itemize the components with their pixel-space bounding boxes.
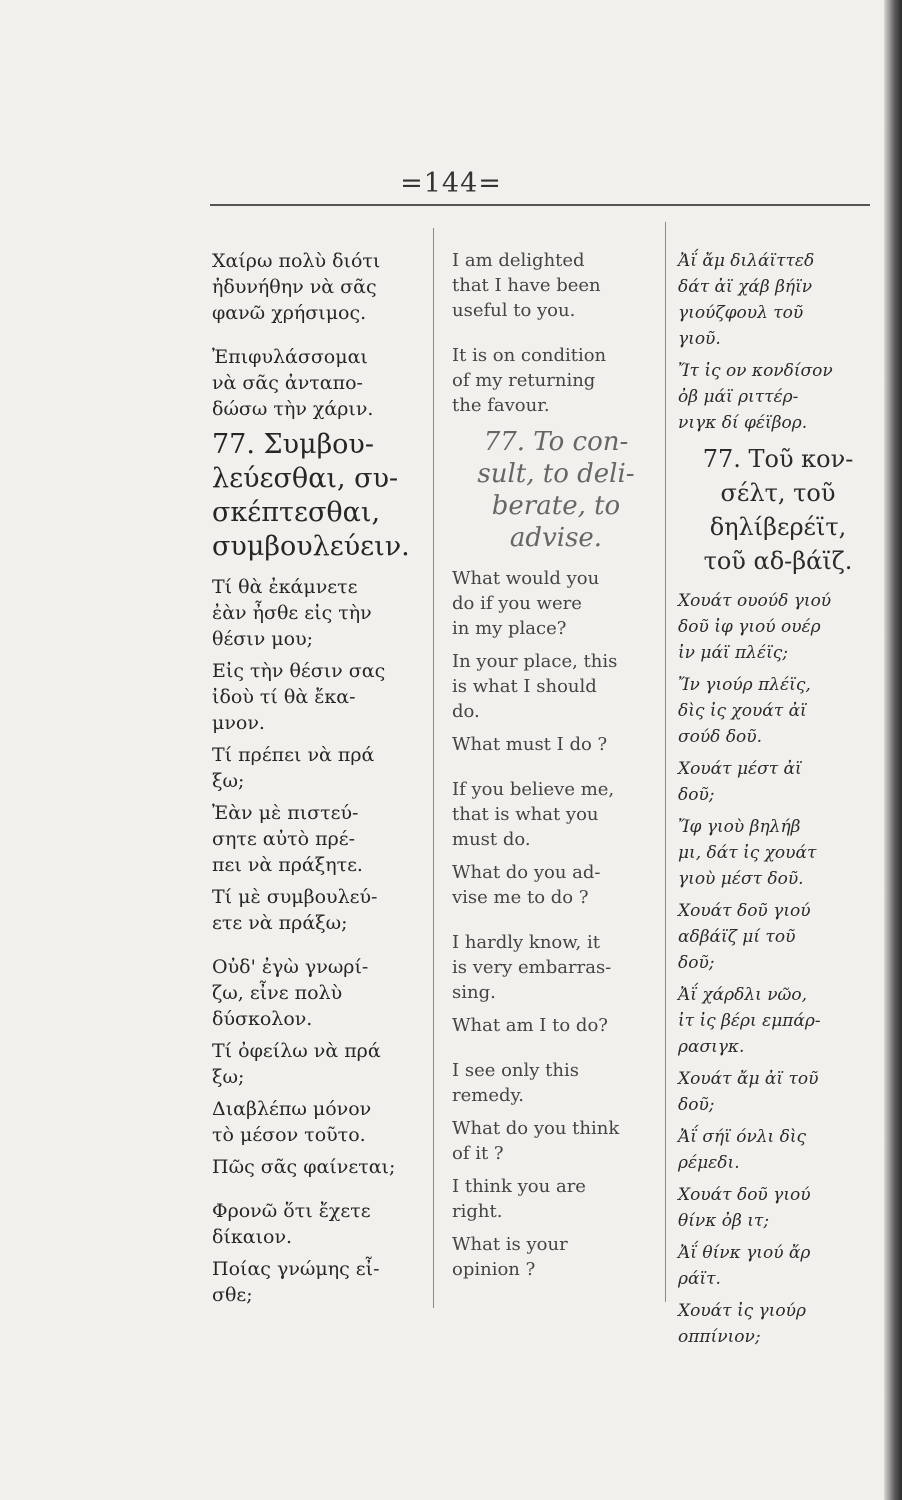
- transliteration-phrase: Χουάτ μέστ ἀϊ δοῦ;: [678, 759, 802, 805]
- transliteration-phrase: Χουάτ δοῦ γιού αδβάϊζ μί τοῦ δοῦ;: [678, 901, 811, 973]
- greek-phrase: Ποίας γνώμης εἶ- σθε;: [212, 1258, 380, 1306]
- english-phrase: What is your opinion ?: [452, 1234, 568, 1280]
- transliteration-phrase: Ἀΐ θίνκ γιού ἄρ ράϊτ.: [678, 1243, 811, 1289]
- greek-phrase: Ἐπιφυλάσσομαι νὰ σᾶς ἀνταπο- δώσω τὴν χάριν.: [212, 346, 374, 420]
- english-phrase: I hardly know, it is very embarras- sing.: [452, 932, 612, 1003]
- english-phrase: What do you ad- vise me to do ?: [452, 862, 601, 908]
- greek-phrase: Χαίρω πολὺ διότι ἠδυνήθην νὰ σᾶς φανῶ χρήσιμος.: [212, 250, 381, 324]
- greek-phrase: Οὐδ' ἐγὼ γνωρί- ζω, εἶνε πολὺ δύσκολον.: [212, 956, 369, 1030]
- greek-section-heading: 77. Συμβου- λεύεσθαι, συ- σκέπτεσθαι, συμβουλεύειν.: [212, 429, 410, 562]
- transliteration-phrase: Ἀΐ χάρδλι νῶο, ἰτ ἰς βέρι εμπάρ- ρασιγκ.: [678, 985, 821, 1057]
- greek-phrase: Τί θὰ ἐκάμνετε ἐὰν ἦσθε εἰς τὴν θέσιν μου;: [212, 576, 372, 650]
- transliteration-phrase: Χουάτ δοῦ γιού θίνκ ὀβ ιτ;: [678, 1185, 811, 1231]
- greek-phrase: Εἰς τὴν θέσιν σας ἰδοὺ τί θὰ ἔκα- μνον.: [212, 660, 386, 734]
- english-phrase: If you believe me, that is what you must do.: [452, 779, 615, 850]
- transliteration-phrase: Ἴν γιούρ πλέϊς, δὶς ἰς χουάτ ἀϊ σούδ δοῦ.: [678, 675, 811, 747]
- greek-phrase: Τί ὀφείλω νὰ πρά ξω;: [212, 1040, 381, 1088]
- english-phrase: What would you do if you were in my place?: [452, 568, 600, 639]
- english-phrase: I am delighted that I have been useful to you.: [452, 250, 601, 321]
- transliteration-phrase: Ἴτ ἰς ον κονδίσον ὀβ μάϊ ριττέρ- νιγκ δί φέϊβορ.: [678, 361, 833, 433]
- greek-phrase: Πῶς σᾶς φαίνεται;: [212, 1156, 396, 1178]
- english-phrase: In your place, this is what I should do.: [452, 651, 618, 722]
- transliteration-phrase: Ἀΐ σήϊ όνλι δὶς ρέμεδι.: [678, 1127, 807, 1173]
- greek-phrase: Τί μὲ συμβουλεύ- ετε νὰ πράξω;: [212, 886, 378, 934]
- english-section-heading: 77. To con- sult, to deli- berate, to advise.: [477, 427, 635, 553]
- english-phrase: It is on condition of my returning the favour.: [452, 345, 607, 416]
- greek-phrase: Φρονῶ ὅτι ἔχετε δίκαιον.: [212, 1200, 371, 1248]
- header-rule: [210, 204, 870, 206]
- transliteration-section-heading: 77. Τοῦ κον- σέλτ, τοῦ δηλίβερέϊτ, τοῦ αδ-βάϊζ.: [702, 445, 854, 575]
- greek-column: [212, 248, 434, 1314]
- transliteration-phrase: Χουάτ ουούδ γιού δοῦ ἰφ γιού ουέρ ἰν μάϊ πλέϊς;: [678, 591, 832, 663]
- page-number: =144=: [400, 168, 502, 199]
- english-column: [452, 248, 660, 1290]
- transliteration-phrase: Χουάτ ἰς γιούρ οππίνιον;: [678, 1301, 806, 1347]
- transliteration-phrase: Ἴφ γιοὺ βηλήβ μι, δάτ ἰς χουάτ γιοὺ μέστ δοῦ.: [678, 817, 817, 889]
- english-phrase: What am I to do?: [452, 1015, 608, 1036]
- transliteration-phrase: Ἀΐ ἄμ διλάϊττεδ δάτ ἀϊ χάβ βήϊν γιούζφουλ τοῦ γιοῦ.: [678, 251, 815, 349]
- transliteration-column: [678, 248, 878, 1356]
- transliteration-phrase: Χουάτ ἄμ ἀϊ τοῦ δοῦ;: [678, 1069, 819, 1115]
- english-phrase: What must I do ?: [452, 734, 608, 755]
- greek-phrase: Διαβλέπω μόνον τὸ μέσον τοῦτο.: [212, 1098, 372, 1146]
- english-phrase: What do you think of it ?: [452, 1118, 620, 1164]
- greek-phrase: Ἐὰν μὲ πιστεύ- σητε αὐτὸ πρέ- πει νὰ πράξητε.: [212, 802, 363, 876]
- book-binding-edge: [884, 0, 902, 1500]
- english-phrase: I see only this remedy.: [452, 1060, 579, 1106]
- greek-phrase: Τί πρέπει νὰ πρά ξω;: [212, 744, 375, 792]
- column-divider-right: [665, 222, 666, 1302]
- english-phrase: I think you are right.: [452, 1176, 586, 1222]
